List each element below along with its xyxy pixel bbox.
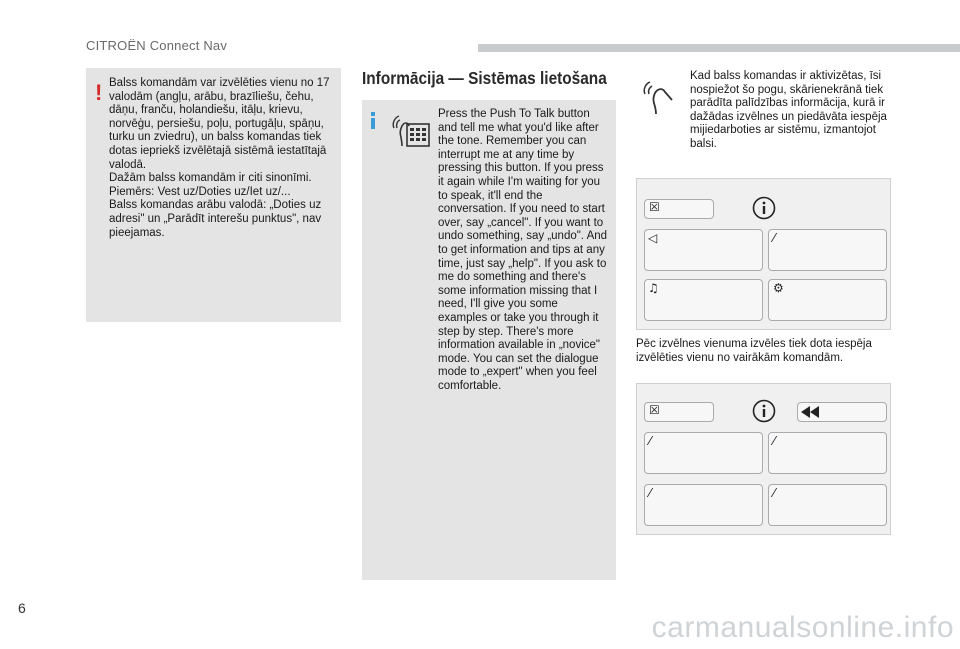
music-note-icon: ♫: [648, 281, 659, 295]
voice-command-icon: [640, 80, 680, 121]
info-icon[interactable]: [752, 399, 776, 428]
phone-icon: ⁄: [773, 231, 776, 245]
header-title: CITROËN Connect Nav: [86, 38, 228, 53]
command-tile-1[interactable]: [644, 432, 763, 474]
page-number: 6: [18, 600, 26, 616]
close-icon: ☒: [649, 200, 660, 214]
command-tile-3[interactable]: [644, 484, 763, 526]
section-title: Informācija — Sistēmas lietošana: [362, 68, 607, 88]
phone-tile[interactable]: [768, 229, 887, 271]
warning-icon: !: [95, 80, 103, 105]
touchscreen-command-menu: [636, 383, 891, 535]
navigation-icon: ◁: [648, 231, 658, 245]
close-icon: ☒: [649, 403, 660, 417]
info-mark-icon: [371, 112, 375, 129]
phone-icon: ⁄: [649, 434, 652, 448]
command-tile-4[interactable]: [768, 484, 887, 526]
note-text: Balss komandām var izvēlēties vienu no 17 valodām (angļu, arābu, brazīliešu, čehu, dāņu, franču, holandiešu, itāļu, krievu, norvēģu, persiešu, poļu, portugāļu, spāņu, turku un zviedru), un balss komandas tiek dotas iepriekš izvēlētajā sistēmā iestatītajā valodā. Dažām balss komandām ir citi sinonīmi. Piemērs: Vest uz/Doties uz/Iet uz/... Balss komandas arābu valodā: „Doties uz adresi" un „Parādīt interešu punktus", nav pieejamas.: [109, 77, 330, 239]
settings-tile[interactable]: [768, 279, 887, 321]
phone-icon: ⁄: [773, 434, 776, 448]
header-bar: [478, 44, 960, 52]
rewind-back-icon: [801, 405, 819, 423]
touchscreen-help-menu: [636, 178, 891, 330]
voice-help-list-icon: [390, 110, 430, 155]
between-text: Pēc izvēlnes vienuma izvēles tiek dota iespēja izvēlēties vienu no vairākām komandām.: [636, 338, 872, 364]
info-icon[interactable]: [752, 196, 776, 225]
navigation-tile[interactable]: [644, 229, 763, 271]
phone-icon: ⁄: [649, 486, 652, 500]
watermark: carmanualsonline.info: [651, 611, 954, 644]
music-tile[interactable]: [644, 279, 763, 321]
phone-icon: ⁄: [773, 486, 776, 500]
info-box-text: Press the Push To Talk button and tell me what you'd like after the tone. Remember you can interrupt me at any time by pressing this button. If you press it again while I'm waiting for you to speak, it'll end the conversation. If you need to start over, say „cancel". If you want to undo something, say „undo". And to get information and tips at any time, just say „help". If you ask to me do something and there's some information missing that I need, I'll give you some examples or take you through it step by step. There's more information available in „novice" mode. You can set the dialogue mode to „expert" when you feel comfortable.: [438, 108, 608, 392]
command-tile-2[interactable]: [768, 432, 887, 474]
settings-gear-icon: ⚙: [773, 281, 784, 295]
right-intro-text: Kad balss komandas ir aktivizētas, īsi nospiežot šo pogu, skārienekrānā tiek parādīta palīdzības informācija, kurā ir dažādas izvēlnes un piedāvāta iespēja mijiedarboties ar sistēmu, izmantojot balsi.: [690, 70, 887, 150]
